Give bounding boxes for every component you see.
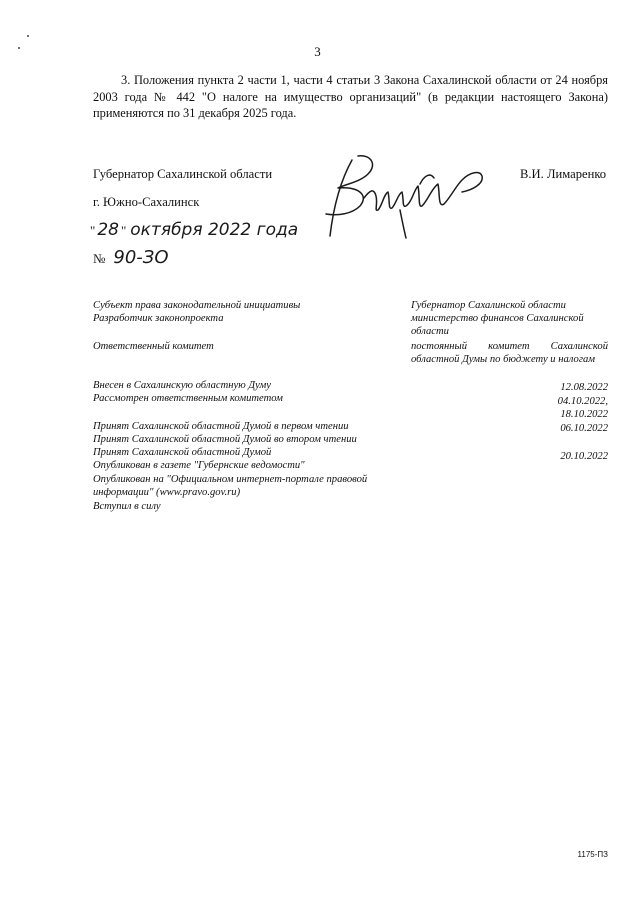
signing-day: 28 xyxy=(97,220,119,240)
published-gazette-label: Опубликован в газете "Губернские ведомости" xyxy=(93,460,305,471)
page-number: 3 xyxy=(314,44,321,59)
reviewed-date-1: 04.10.2022, xyxy=(557,396,608,407)
submitted-label: Внесен в Сахалинскую областную Думу xyxy=(93,380,271,391)
scan-speck xyxy=(27,35,29,37)
footer-code: 1175-ПЗ xyxy=(577,850,608,859)
governor-name: В.И. Лимаренко xyxy=(520,167,607,181)
published-portal-label: Опубликован на "Официальном интернет-портале правовой информации" (www.pravo.gov.ru) xyxy=(93,474,368,498)
number-sign: № xyxy=(93,251,106,266)
committee-value: постоянный комитет Сахалинской областной Думы по бюджету и налогам xyxy=(411,341,608,365)
reviewed-label: Рассмотрен ответственным комитетом xyxy=(93,393,283,404)
quote-close: " xyxy=(120,223,127,238)
signing-month-year: октября 2022 года xyxy=(130,220,299,240)
law-number xyxy=(93,247,169,268)
city-name: г. Южно-Сахалинск xyxy=(93,195,200,209)
first-reading-label: Принят Сахалинской областной Думой в первом чтении xyxy=(93,421,349,432)
adopted-date: 20.10.2022 xyxy=(560,451,608,462)
second-reading-label: Принят Сахалинской областной Думой во втором чтении xyxy=(93,434,357,445)
submitted-date: 12.08.2022 xyxy=(560,382,608,393)
governor-signature xyxy=(312,150,492,242)
subject-value: Губернатор Сахалинской области xyxy=(411,300,566,311)
developer-label: Разработчик законопроекта xyxy=(93,313,224,324)
law-paragraph: 3. Положения пункта 2 части 1, части 4 статьи 3 Закона Сахалинской области от 24 ноября 2003 года № 442 "О налоге на имущество организаций" (в редакции настоящего Закона) применяются по 31 декабря 2025 года. xyxy=(93,73,608,120)
governor-title: Губернатор Сахалинской области xyxy=(93,167,273,181)
developer-value: министерство финансов Сахалинской области xyxy=(411,313,584,337)
committee-label: Ответственный комитет xyxy=(93,341,214,352)
in-force-label: Вступил в силу xyxy=(93,501,161,512)
quote-open: " xyxy=(90,223,96,238)
signing-date xyxy=(90,220,298,240)
first-reading-date: 06.10.2022 xyxy=(560,423,608,434)
adopted-label: Принят Сахалинской областной Думой xyxy=(93,447,272,458)
subject-label: Субъект права законодательной инициативы xyxy=(93,300,301,311)
reviewed-date-2: 18.10.2022 xyxy=(560,409,608,420)
law-number-value: 90-ЗО xyxy=(113,247,169,268)
